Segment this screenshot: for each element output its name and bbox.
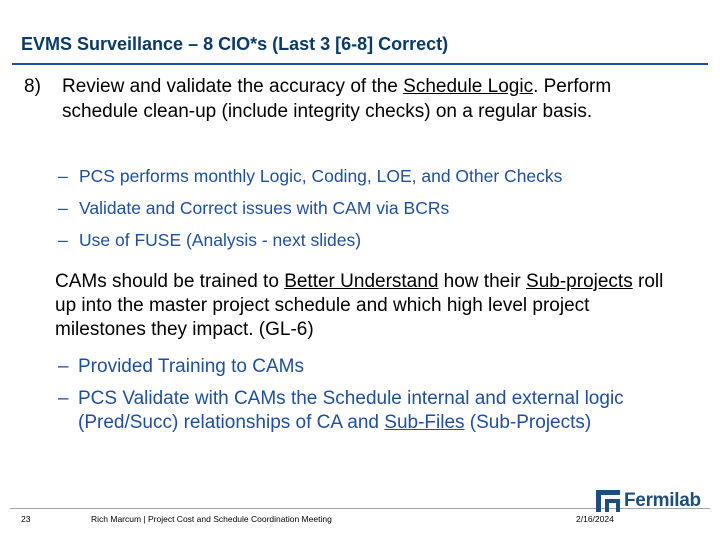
footer-date: 2/16/2024 (576, 514, 614, 524)
bullet-text: PCS performs monthly Logic, Coding, LOE, and Other Checks (79, 166, 563, 186)
item-text (62, 74, 684, 124)
bullet-dash: – (58, 166, 68, 186)
item-text-post: . Perform schedule clean-up (include integrity checks) on a regular basis. (62, 76, 612, 122)
para-underline-2: Sub-projects (526, 271, 633, 292)
bullet-dash: – (58, 230, 68, 250)
sub-bullet-pre: PCS Validate with CAMs the Schedule internal and external logic (Pred/Succ) relationships of CA and (78, 388, 624, 433)
cam-paragraph (55, 270, 685, 342)
fermilab-logo (596, 488, 701, 514)
page-number: 23 (21, 514, 31, 524)
item-text-pre: Review and validate the accuracy of the (62, 76, 404, 97)
para-underline-1: Better Understand (284, 271, 439, 292)
fermilab-logo-text: Fermilab (624, 490, 701, 511)
sub-bullet-post: (Sub-Projects) (464, 412, 592, 433)
bullet-dash: – (58, 356, 69, 377)
sub-bullet-underline: Sub-Files (384, 412, 465, 433)
para-mid: how their (438, 271, 527, 292)
item-8 (24, 74, 684, 124)
sub-bullet-text: Provided Training to CAMs (78, 356, 304, 377)
fermilab-logo-icon (596, 490, 620, 512)
bullet-dash: – (58, 388, 69, 409)
slide-title: EVMS Surveillance – 8 CIO*s (Last 3 [6-8] Correct) (21, 34, 449, 54)
title-rule (12, 63, 708, 65)
sub-bullet-item (58, 387, 688, 435)
para-post: roll up into the master project schedule and which high level project milestones they impact. (GL-6) (55, 271, 664, 340)
para-pre: CAMs should be trained to (55, 271, 285, 292)
footer-presenter: Rich Marcum | Project Cost and Schedule Coordination Meeting (91, 514, 332, 524)
bullet-text: Use of FUSE (Analysis - next slides) (79, 230, 362, 250)
bullet-item (58, 198, 449, 219)
sub-bullet-item (58, 355, 688, 379)
sub-bullet-text (78, 387, 688, 435)
bullet-text: Validate and Correct issues with CAM via BCRs (79, 198, 450, 218)
item-number: 8) (24, 76, 41, 97)
item-text-link: Schedule Logic (403, 76, 534, 97)
bullet-item (58, 166, 562, 187)
bullet-dash: – (58, 198, 68, 218)
bullet-item (58, 230, 361, 251)
